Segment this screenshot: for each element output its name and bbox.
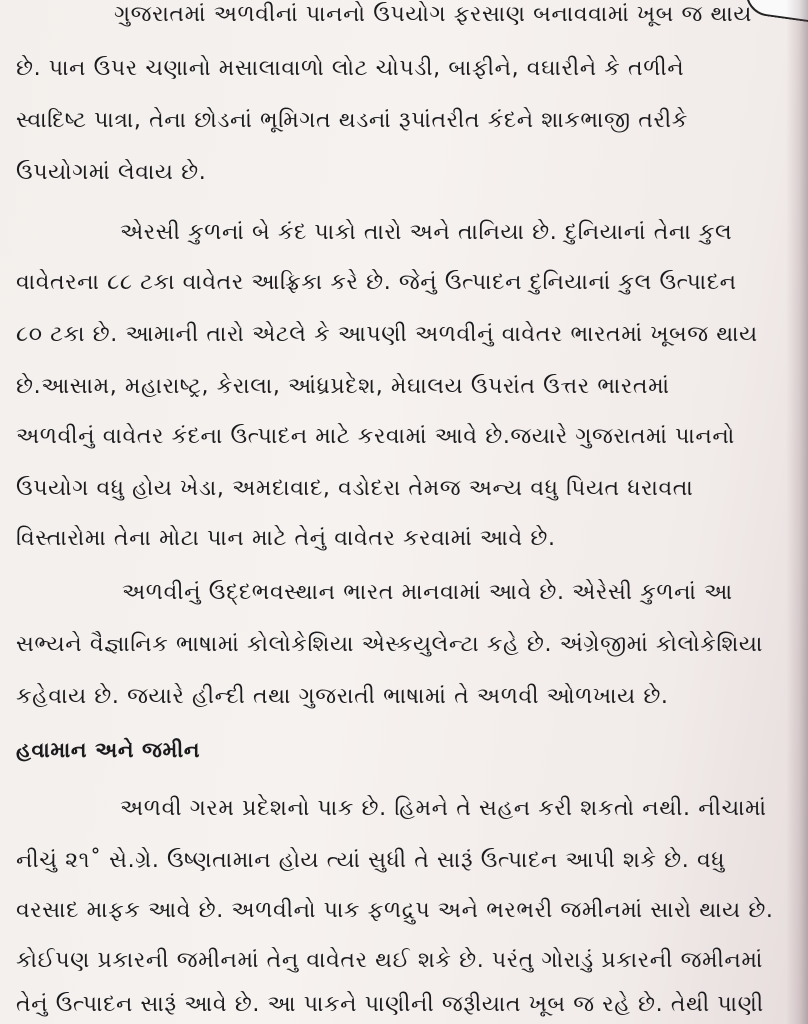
paragraph-3-line-1: અળવીનું ઉદ્દભવસ્થાન ભારત માનવામાં આવે છે. એરેસી કુળનાં આ: [122, 580, 733, 605]
paragraph-1-line-4: ઉપયોગમાં લેવાય છે.: [16, 160, 207, 185]
paragraph-1-line-1: ગુજરાતમાં અળવીનાં પાનનો ઉપયોગ ફરસાણ બનાવવામાં ખૂબ જ થાય: [114, 2, 752, 27]
paragraph-4-line-1: અળવી ગરમ પ્રદેશનો પાક છે. હિમને તે સહન કરી શકતો નથી. નીચામાં: [120, 796, 767, 821]
paragraph-2-line-3: ૮૦ ટકા છે. આમાની તારો એટલે કે આપણી અળવીનું વાવેતર ભારતમાં ખૂબજ થાય: [16, 322, 758, 347]
page-edge-shadow: [786, 0, 808, 1024]
paragraph-2-line-1: એરસી કુળનાં બે કંદ પાકો તારો અને તાનિયા છે. દુનિયાનાં તેના કુલ: [120, 220, 733, 245]
paragraph-1-line-2: છે. પાન ઉપર ચણાનો મસાલાવાળો લોટ ચોપડી, બાફીને, વઘારીને કે તળીને: [16, 56, 685, 81]
paragraph-2-line-4: છે.આસામ, મહારાષ્ટ્ર, કેરાલા, આંધ્રપ્રદેશ, મેઘાલય ઉપરાંત ઉત્તર ભારતમાં: [16, 374, 670, 399]
paragraph-3-line-3: કહેવાય છે. જયારે હીન્દી તથા ગુજરાતી ભાષામાં તે અળવી ઓળખાય છે.: [16, 684, 669, 709]
paragraph-3-line-2: સભ્યને વૈજ્ઞાનિક ભાષામાં કોલોકેશિયા એસ્કયુલેન્ટા કહે છે. અંગ્રેજીમાં કોલોકેશિયા: [16, 632, 763, 657]
paragraph-2-line-6: ઉપયોગ વધુ હોય ખેડા, અમદાવાદ, વડોદરા તેમજ અન્ય વધુ પિયત ધરાવતા: [16, 476, 694, 501]
paragraph-4-line-5: તેનું ઉત્પાદન સારૂં આવે છે. આ પાકને પાણીની જરૂીયાત ખૂબ જ રહે છે. તેથી પાણી: [16, 992, 764, 1017]
paragraph-4-line-2: નીચું ૨૧˚ સે.ગ્રે. ઉષ્ણતામાન હોય ત્યાં સુધી તે સારૂં ઉત્પાદન આપી શકે છે. વધુ: [16, 848, 726, 873]
paragraph-2-line-2: વાવેતરના ૮૮ ટકા વાવેતર આફ્રિકા કરે છે. જેનું ઉત્પાદન દુનિયાનાં કુલ ઉત્પાદન: [16, 270, 737, 295]
paragraph-2-line-7: વિસ્તારોમા તેના મોટા પાન માટે તેનું વાવેતર કરવામાં આવે છે.: [16, 526, 556, 551]
paragraph-1-line-3: સ્વાદિષ્ટ પાત્રા, તેના છોડનાં ભૂમિગત થડનાં રૂપાંતરીત કંદને શાકભાજી તરીકે: [16, 108, 688, 133]
paragraph-4-line-4: કોઈપણ પ્રકારની જમીનમાં તેનુ વાવેતર થઈ શકે છે. પરંતુ ગોરાડું પ્રકારની જમીનમાં: [16, 948, 763, 973]
paragraph-4-line-3: વરસાદ માફક આવે છે. અળવીનો પાક ફળદ્રુપ અને ભરભરી જમીનમાં સારો થાય છે.: [16, 898, 774, 923]
paragraph-2-line-5: અળવીનું વાવેતર કંદના ઉત્પાદન માટે કરવામાં આવે છે.જયારે ગુજરાતમાં પાનનો: [16, 424, 735, 449]
section-heading: હવામાન અને જમીન: [16, 738, 201, 762]
